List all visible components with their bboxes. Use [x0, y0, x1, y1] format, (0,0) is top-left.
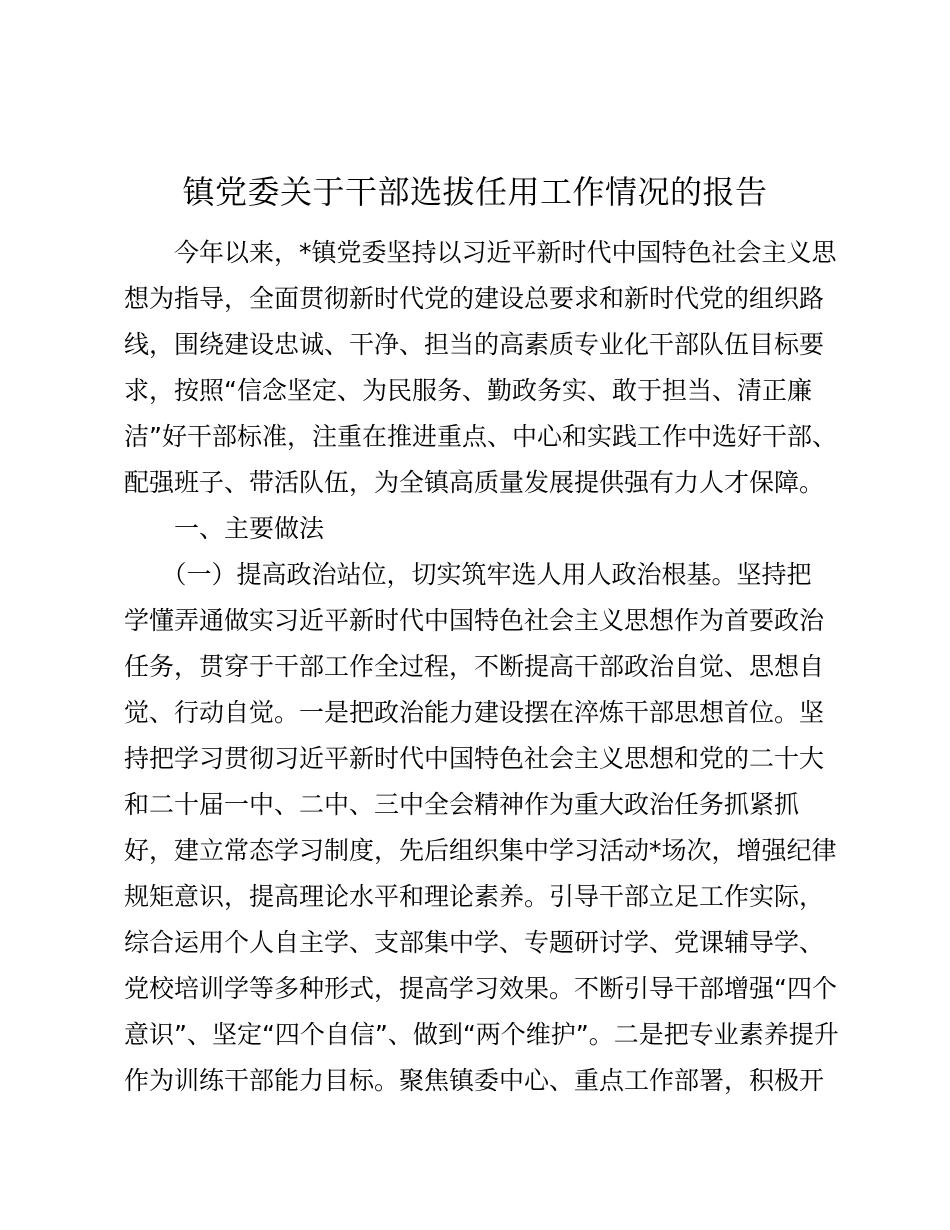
- body-line: 想为指导，全面贯彻新时代党的建设总要求和新时代党的组织路: [124, 284, 825, 313]
- body-line: 求，按照“信念坚定、为民服务、勤政务实、敢于担当、清正廉: [124, 376, 812, 405]
- body-line: 党校培训学等多种形式，提高学习效果。不断引导干部增强“四个: [124, 974, 837, 1003]
- body-line: 好，建立常态学习制度，先后组织集中学习活动*场次，增强纪律: [124, 836, 837, 865]
- body-line: 任务，贯穿于干部工作全过程，不断提高干部政治自觉、思想自: [124, 652, 825, 681]
- section-heading: 一、主要做法: [124, 514, 325, 543]
- body-line: 意识”、坚定“四个自信”、做到“两个维护”。二是把专业素养提升: [124, 1020, 839, 1049]
- document-title: 镇党委关于干部选拔任用工作情况的报告: [182, 173, 768, 211]
- body-line: 觉、行动自觉。一是把政治能力建设摆在淬炼干部思想首位。坚: [124, 698, 825, 727]
- body-line: 综合运用个人自主学、支部集中学、专题研讨学、党课辅导学、: [124, 928, 825, 957]
- body-line: 今年以来，*镇党委坚持以习近平新时代中国特色社会主义思: [124, 238, 837, 267]
- body-line: 规矩意识，提高理论水平和理论素养。引导干部立足工作实际，: [124, 882, 825, 911]
- body-line: 和二十届一中、二中、三中全会精神作为重大政治任务抓紧抓: [124, 790, 800, 819]
- body-line: 作为训练干部能力目标。聚焦镇委中心、重点工作部署，积极开: [124, 1066, 825, 1095]
- body-line: 线，围绕建设忠诚、干净、担当的高素质专业化干部队伍目标要: [124, 330, 825, 359]
- body-line: （一）提高政治站位，切实筑牢选人用人政治根基。坚持把: [124, 560, 812, 589]
- body-line: 洁”好干部标准，注重在推进重点、中心和实践工作中选好干部、: [124, 422, 837, 451]
- body-line: 配强班子、带活队伍，为全镇高质量发展提供强有力人才保障。: [124, 468, 825, 497]
- body-line: 学懂弄通做实习近平新时代中国特色社会主义思想作为首要政治: [124, 606, 825, 635]
- body-line: 持把学习贯彻习近平新时代中国特色社会主义思想和党的二十大: [124, 744, 825, 773]
